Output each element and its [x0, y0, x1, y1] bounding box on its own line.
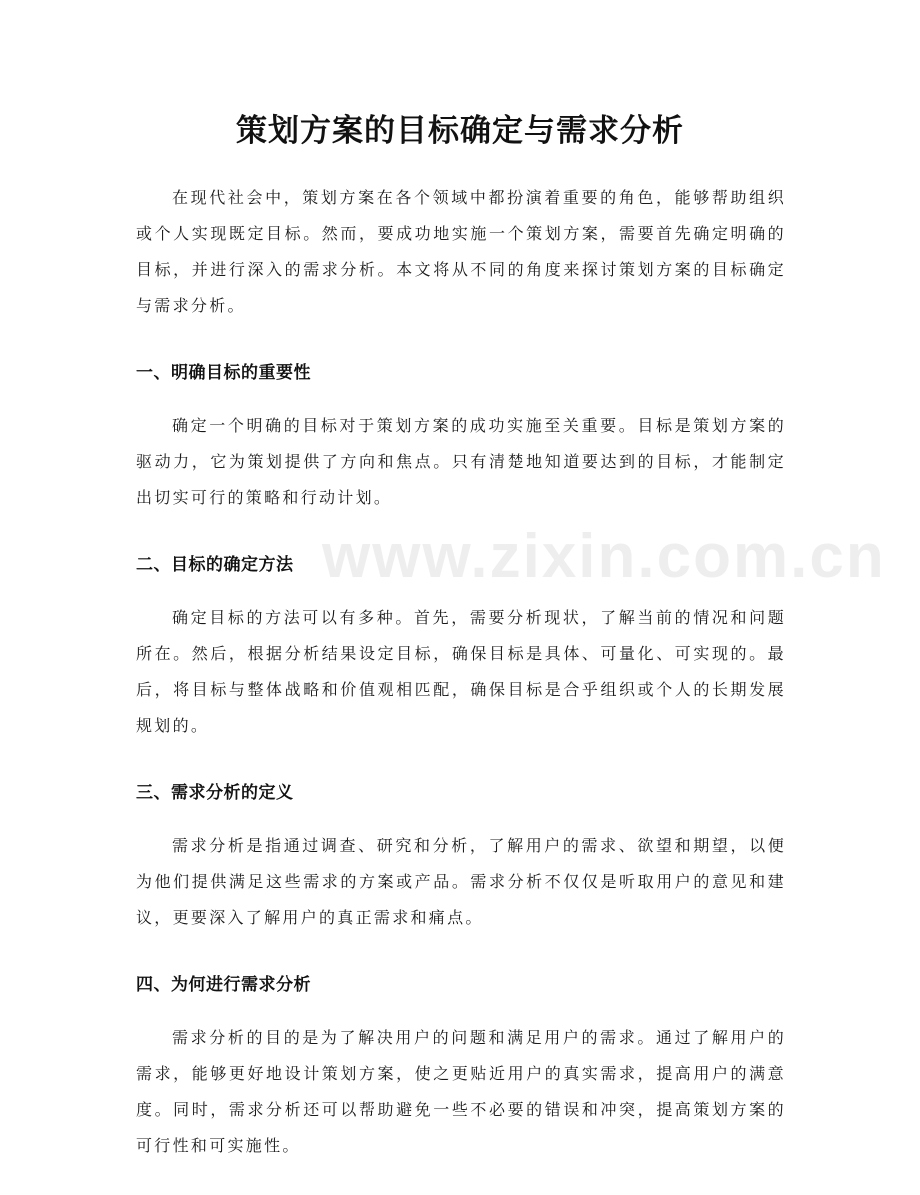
section-2 [136, 547, 786, 744]
section-heading: 二、目标的确定方法 [136, 555, 294, 575]
section-heading: 三、需求分析的定义 [136, 783, 294, 803]
section-heading: 一、明确目标的重要性 [136, 363, 311, 383]
section-paragraph: 需求分析是指通过调查、研究和分析，了解用户的需求、欲望和期望，以便为他们提供满足这些需求的方案或产品。需求分析不仅仅是听取用户的意见和建议，更要深入了解用户的真正需求和痛点。 [136, 836, 786, 927]
section-paragraph: 需求分析的目的是为了解决用户的问题和满足用户的需求。通过了解用户的需求，能够更好地设计策划方案，使之更贴近用户的真实需求，提高用户的满意度。同时，需求分析还可以帮助避免一些不必要的错误和冲突，提高策划方案的可行性和可实施性。 [136, 1028, 786, 1155]
watermark: www.zixin.com.cn [322, 522, 886, 591]
section-1 [136, 355, 786, 516]
section-heading: 四、为何进行需求分析 [136, 975, 311, 995]
section-paragraph: 确定一个明确的目标对于策划方案的成功实施至关重要。目标是策划方案的驱动力，它为策划提供了方向和焦点。只有清楚地知道要达到的目标，才能制定出切实可行的策略和行动计划。 [136, 416, 786, 507]
document-body [136, 180, 886, 1195]
document-title: 策划方案的目标确定与需求分析 [236, 113, 684, 149]
intro-paragraph: 在现代社会中，策划方案在各个领域中都扮演着重要的角色，能够帮助组织或个人实现既定目标。然而，要成功地实施一个策划方案，需要首先确定明确的目标，并进行深入的需求分析。本文将从不同的角度来探讨策划方案的目标确定与需求分析。 [136, 188, 786, 315]
section-4 [136, 967, 786, 1164]
section-paragraph: 确定目标的方法可以有多种。首先，需要分析现状，了解当前的情况和问题所在。然后，根据分析结果设定目标，确保目标是具体、可量化、可实现的。最后，将目标与整体战略和价值观相匹配，确保目标是合乎组织或个人的长期发展规划的。 [136, 608, 786, 735]
section-3 [136, 775, 786, 936]
